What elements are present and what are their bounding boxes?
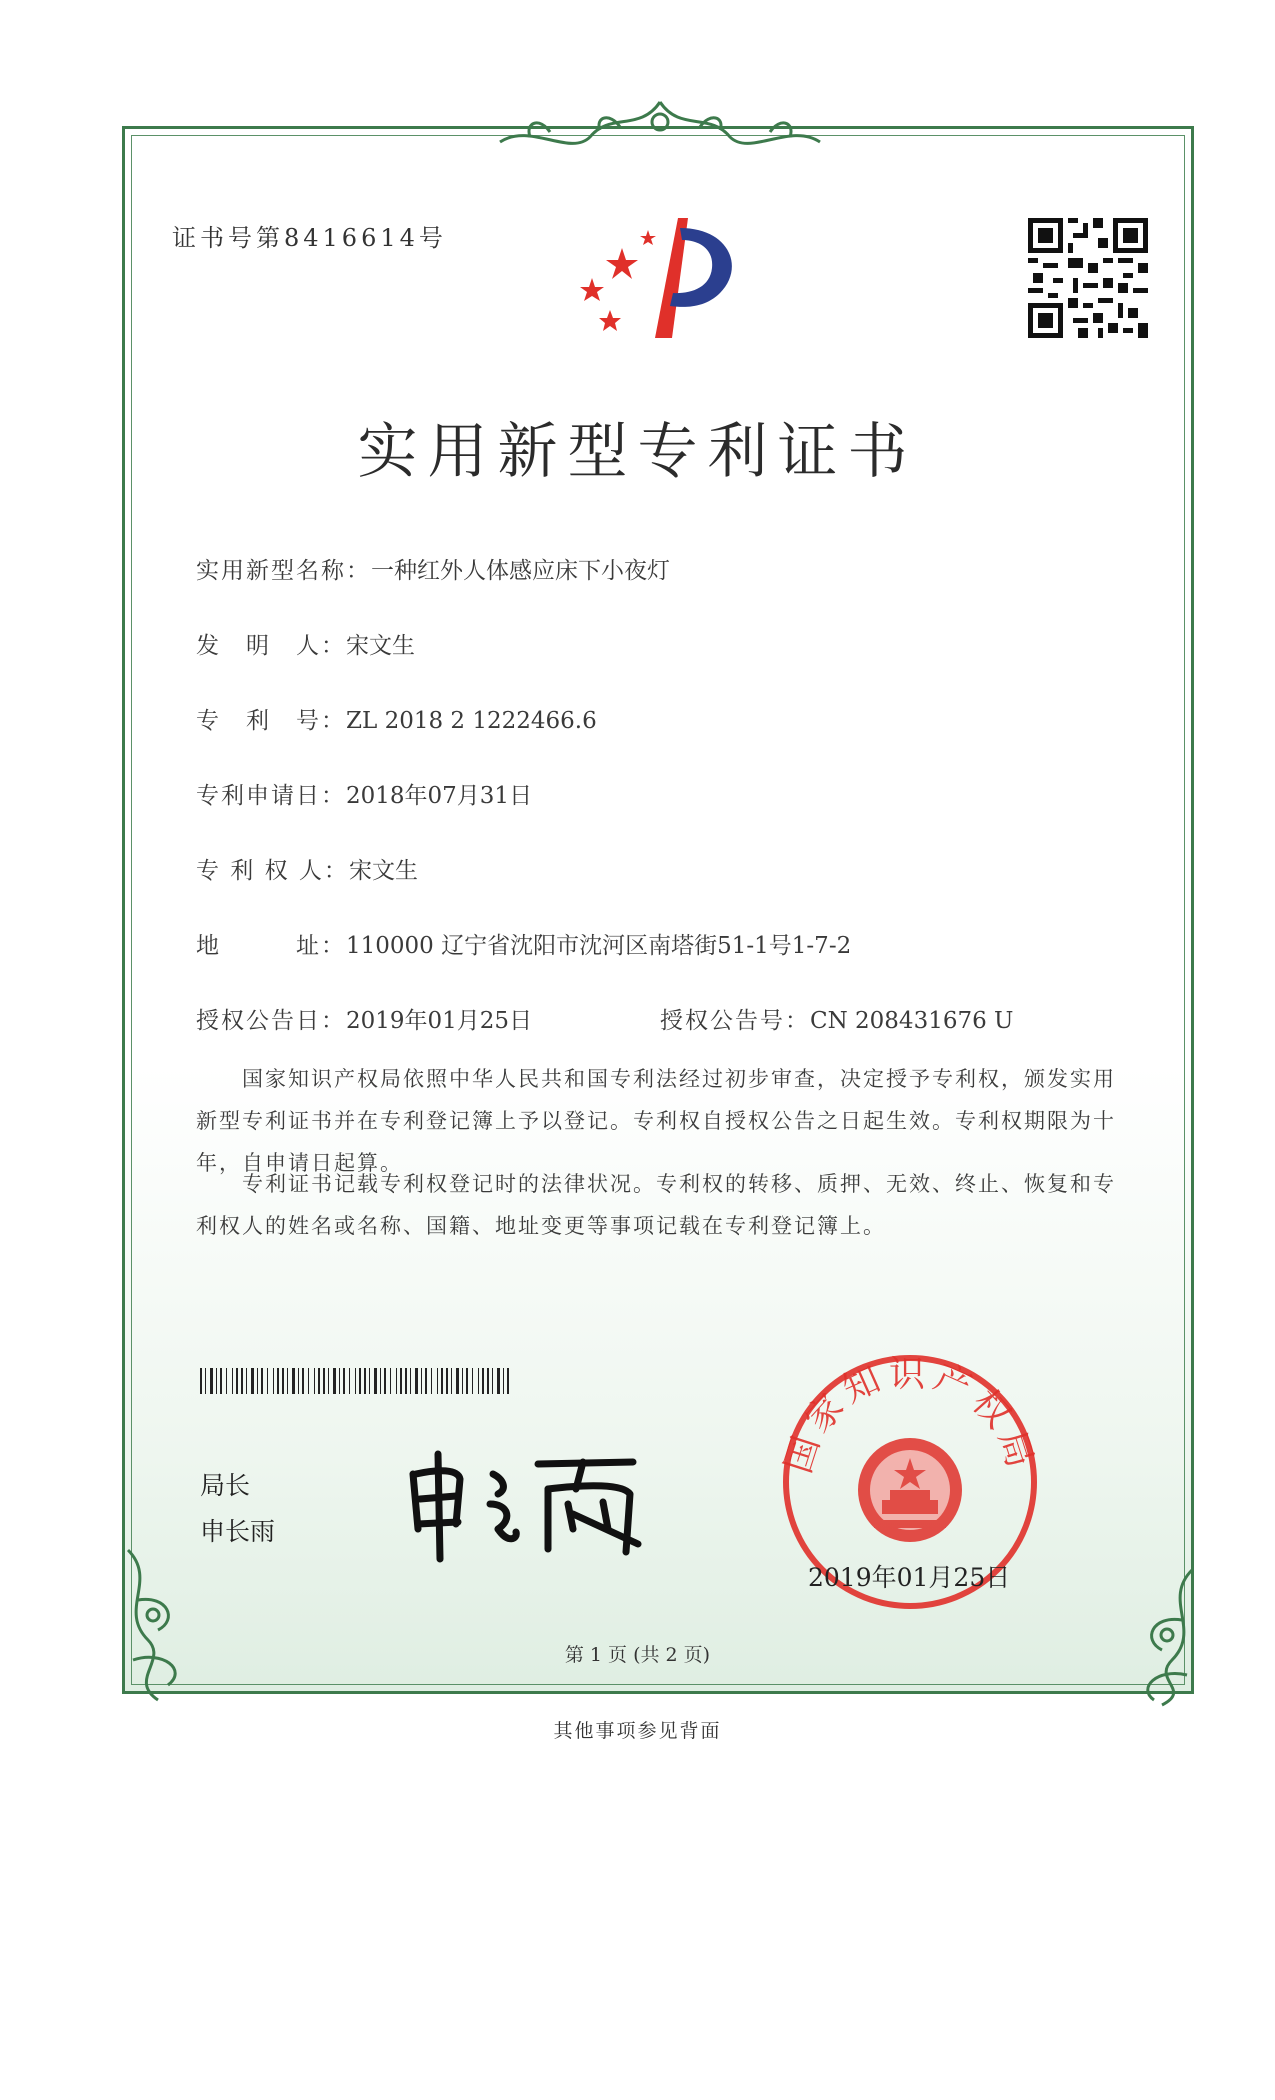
barcode-bar — [384, 1368, 386, 1394]
barcode-bar — [251, 1368, 254, 1394]
barcode-bar — [282, 1368, 284, 1394]
field-patent-number — [196, 702, 597, 735]
field-inventor — [196, 627, 415, 660]
barcode-bar — [462, 1368, 463, 1394]
barcode-bar — [369, 1368, 370, 1394]
barcode-bar — [328, 1368, 329, 1394]
barcode-bar — [267, 1368, 268, 1394]
field-utility-model-name — [196, 552, 670, 585]
field-value: 宋文生 — [348, 858, 418, 884]
field-label: 实用新型名称： — [196, 558, 371, 584]
barcode-bar — [261, 1368, 263, 1394]
barcode-bar — [216, 1368, 217, 1394]
bottom-left-ornament — [108, 1540, 228, 1710]
barcode-bar — [302, 1368, 304, 1394]
barcode-bar — [355, 1368, 356, 1394]
certificate-paragraph-2: 专利证书记载专利权登记时的法律状况。专利权的转移、质押、无效、终止、恢复和专利权人的姓名或名称、国籍、地址变更等事项记载在专利登记簿上。 — [196, 1172, 1116, 1238]
barcode-bar — [277, 1368, 279, 1394]
barcode-bar — [349, 1368, 350, 1394]
barcode-bar — [396, 1368, 397, 1394]
barcode-bar — [431, 1368, 432, 1394]
barcode-bar — [298, 1368, 299, 1394]
barcode-bar — [318, 1368, 320, 1394]
barcode-bar — [492, 1368, 493, 1394]
certificate-title: 实用新型专利证书 — [357, 417, 918, 487]
field-value: 宋文生 — [346, 633, 415, 659]
barcode-bar — [400, 1368, 402, 1394]
field-address — [196, 927, 851, 960]
barcode-bar — [487, 1368, 489, 1394]
barcode-bar — [437, 1368, 438, 1394]
field-label: 地 址： — [196, 933, 346, 959]
barcode-bar — [374, 1368, 377, 1394]
barcode-bar — [507, 1368, 509, 1394]
barcode-bar — [405, 1368, 407, 1394]
certificate-number: 证书号第8416614号 — [172, 224, 447, 252]
barcode-bar — [451, 1368, 452, 1394]
seal-text: 国家知识产权局 — [778, 1353, 1042, 1479]
barcode-bar — [415, 1368, 418, 1394]
field-label: 授权公告号： — [660, 1008, 810, 1034]
barcode-bar — [257, 1368, 258, 1394]
barcode-bar — [497, 1368, 500, 1394]
field-label: 专 利 号： — [196, 708, 346, 734]
barcode-bar — [380, 1368, 381, 1394]
seal-date: 2019年01月25日 — [808, 1563, 1011, 1592]
director-name: 申长雨 — [200, 1517, 276, 1546]
field-label: 发 明 人： — [196, 633, 346, 659]
barcode-icon — [200, 1368, 512, 1394]
barcode-bar — [482, 1368, 484, 1394]
barcode-bar — [308, 1368, 309, 1394]
barcode-bar — [333, 1368, 336, 1394]
barcode-bar — [410, 1368, 411, 1394]
director-signature-icon — [398, 1434, 668, 1564]
barcode-bar — [210, 1368, 213, 1394]
barcode-bar — [441, 1368, 443, 1394]
barcode-bar — [314, 1368, 315, 1394]
field-patentee — [196, 852, 418, 885]
top-ornament — [470, 92, 850, 162]
barcode-bar — [446, 1368, 448, 1394]
back-note: 其他事项参见背面 — [553, 1720, 722, 1742]
barcode-bar — [246, 1368, 247, 1394]
barcode-bar — [503, 1368, 504, 1394]
field-value: 一种红外人体感应床下小夜灯 — [371, 558, 670, 584]
barcode-bar — [478, 1368, 479, 1394]
barcode-bar — [359, 1368, 361, 1394]
barcode-bar — [421, 1368, 422, 1394]
barcode-bar — [287, 1368, 288, 1394]
barcode-bar — [343, 1368, 345, 1394]
field-grant-announcement-date — [196, 1002, 532, 1035]
barcode-bar — [472, 1368, 473, 1394]
barcode-bar — [456, 1368, 459, 1394]
field-value: 110000 辽宁省沈阳市沈河区南塔街51-1号1-7-2 — [346, 933, 852, 959]
barcode-bar — [390, 1368, 391, 1394]
barcode-bar — [200, 1368, 202, 1394]
barcode-bar — [232, 1368, 233, 1394]
field-value: ZL 2018 2 1222466.6 — [346, 708, 597, 734]
barcode-bar — [236, 1368, 238, 1394]
barcode-bar — [364, 1368, 366, 1394]
field-label: 专 利 权 人： — [196, 858, 349, 884]
field-application-date — [196, 777, 532, 810]
field-value: 2019年01月25日 — [346, 1008, 533, 1034]
cnipa-logo-icon — [560, 208, 750, 358]
director-title: 局长 — [200, 1471, 251, 1500]
barcode-bar — [425, 1368, 427, 1394]
barcode-bar — [205, 1368, 206, 1394]
bottom-right-ornament — [1092, 1560, 1212, 1710]
barcode-bar — [273, 1368, 274, 1394]
page-indicator: 第 1 页 (共 2 页) — [564, 1644, 711, 1666]
barcode-bar — [226, 1368, 227, 1394]
barcode-bar — [292, 1368, 295, 1394]
field-value: 2018年07月31日 — [346, 783, 533, 809]
field-value: CN 208431676 U — [810, 1008, 1014, 1034]
field-label: 专利申请日： — [196, 783, 346, 809]
field-label: 授权公告日： — [196, 1008, 346, 1034]
barcode-bar — [466, 1368, 468, 1394]
qr-code-icon — [1028, 218, 1148, 338]
barcode-bar — [241, 1368, 243, 1394]
field-grant-announcement-number — [660, 1002, 1013, 1035]
barcode-bar — [220, 1368, 222, 1394]
barcode-bar — [339, 1368, 340, 1394]
certificate-paragraph-1: 国家知识产权局依照中华人民共和国专利法经过初步审查，决定授予专利权，颁发实用新型专利证书并在专利登记簿上予以登记。专利权自授权公告之日起生效。专利权期限为十年，自申请日起算。 — [196, 1067, 1116, 1175]
barcode-bar — [323, 1368, 325, 1394]
